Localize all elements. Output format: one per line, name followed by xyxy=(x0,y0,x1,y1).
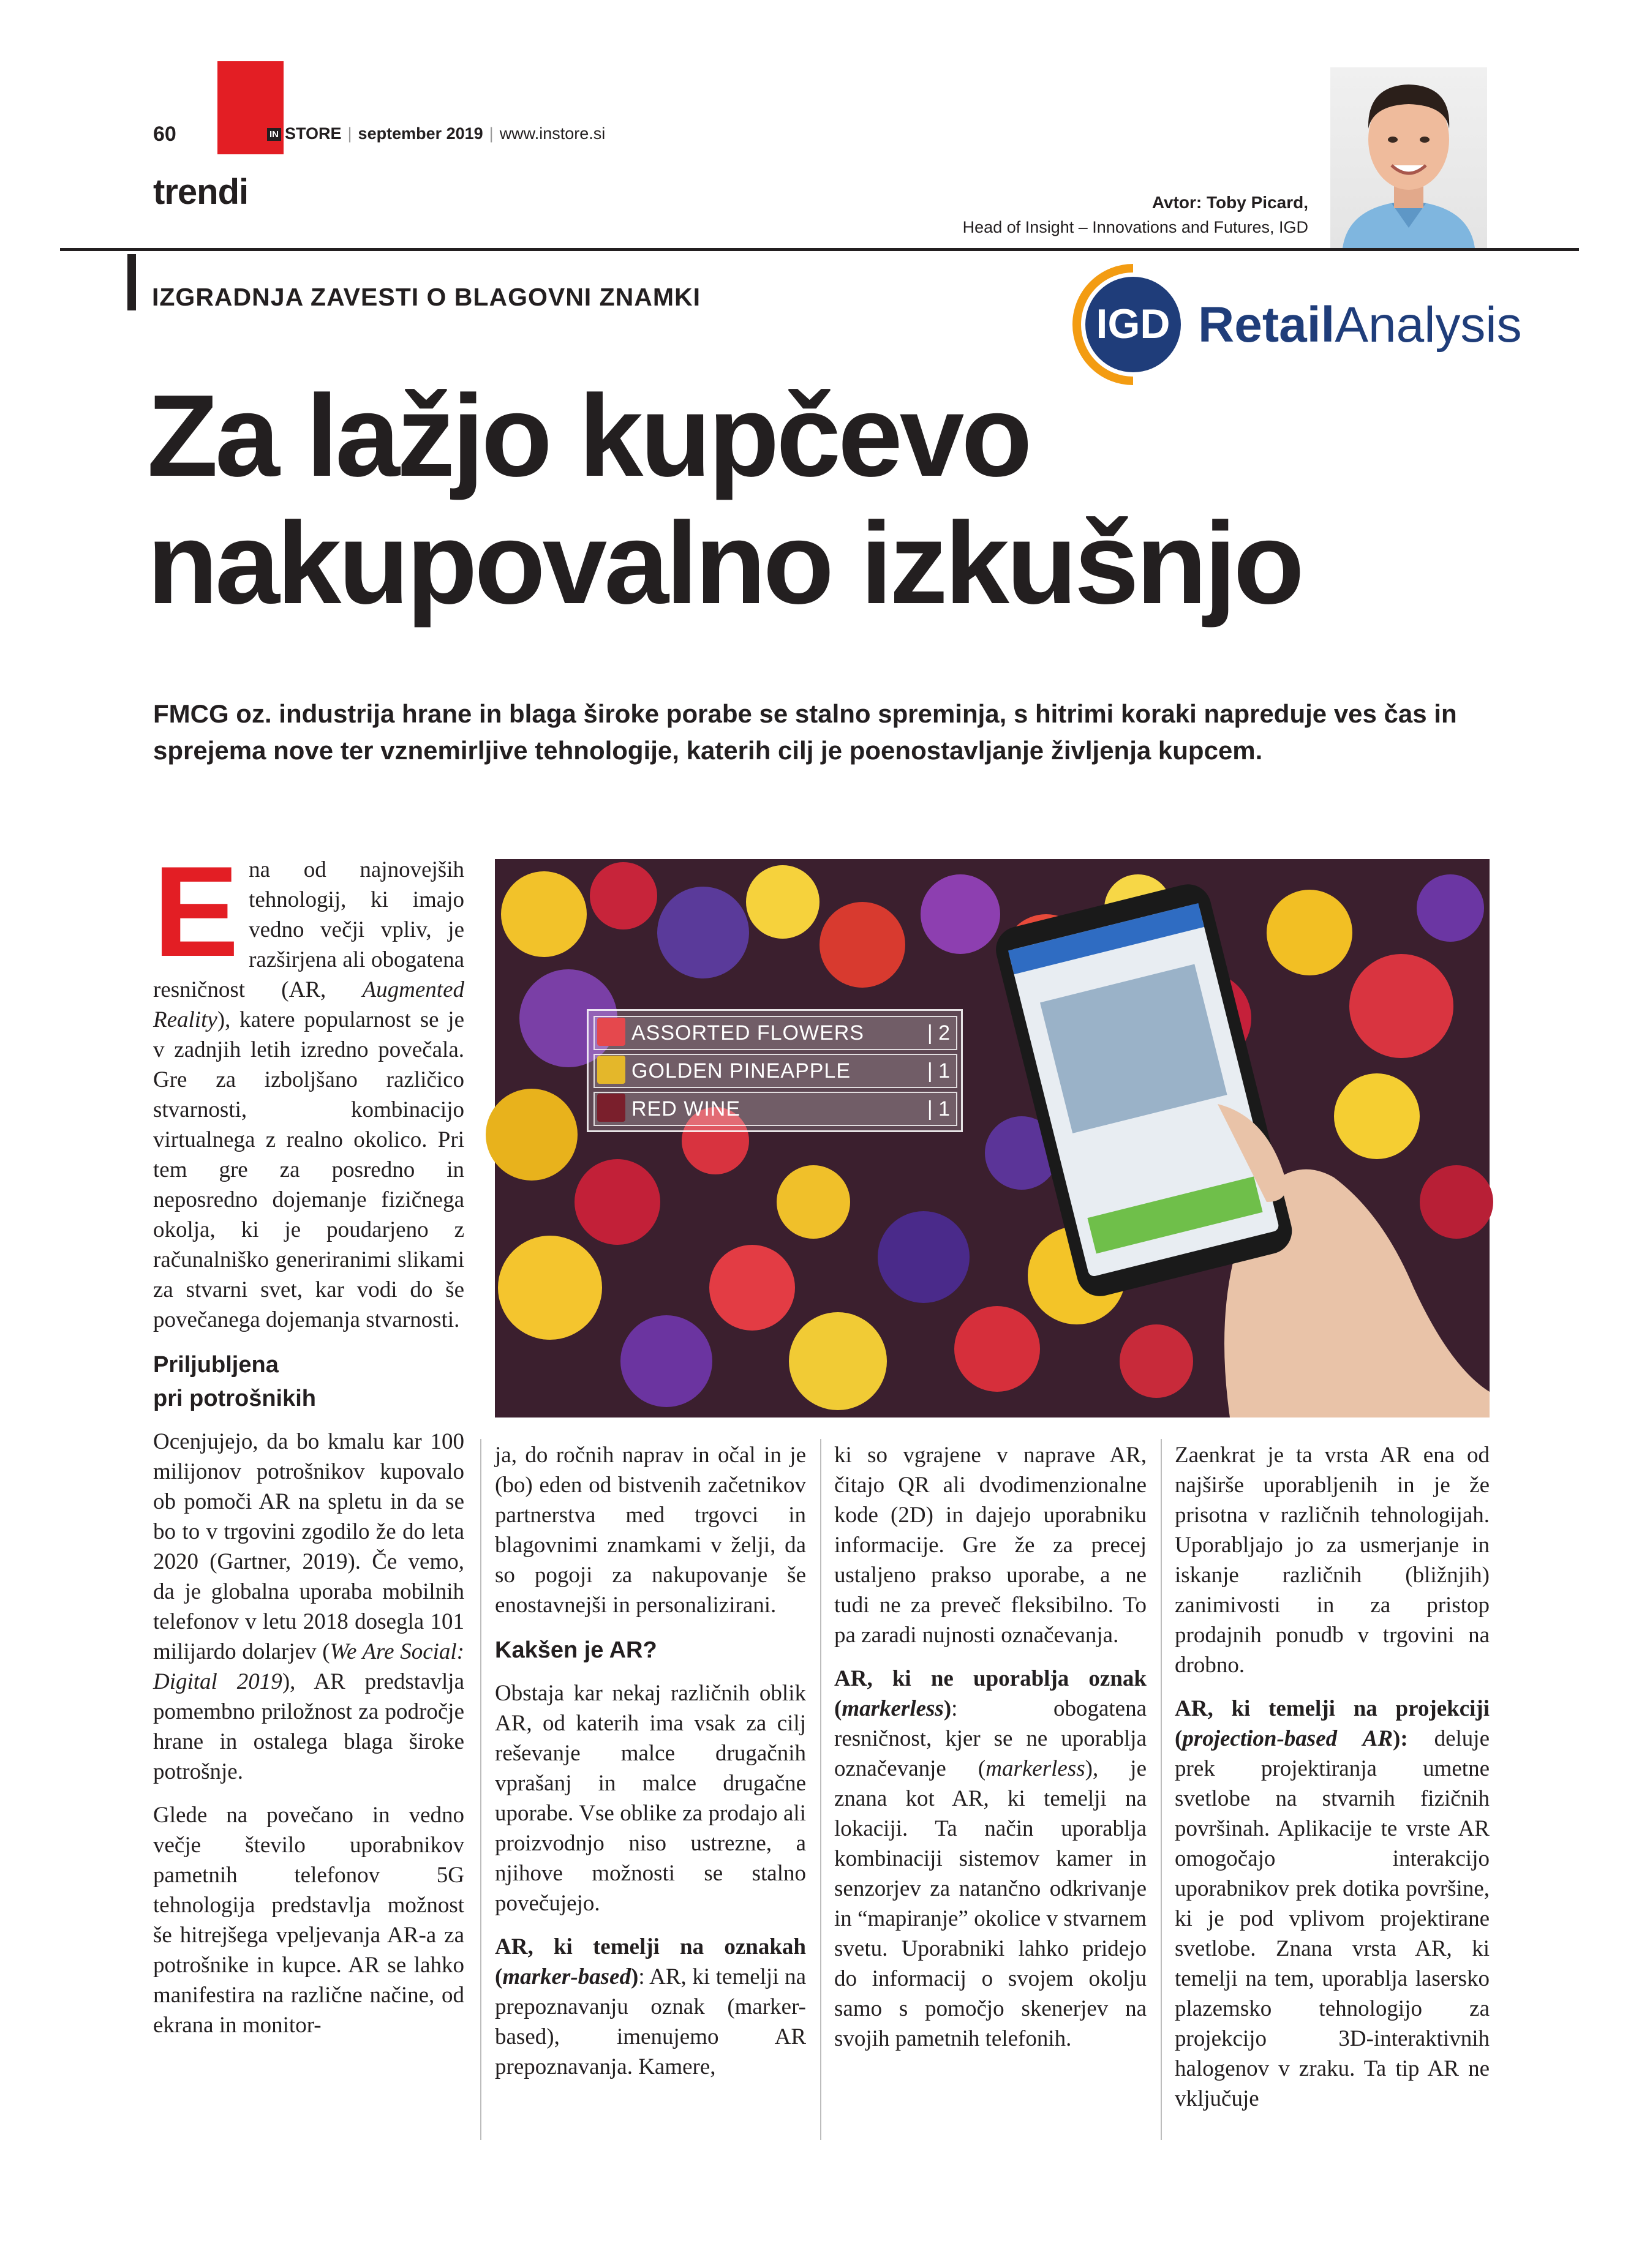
article-paragraph: Obstaja kar nekaj različnih oblik AR, od katerih ima vsak za cilj reševanje malce drugačnih vprašanj in malce drugačne uporabe. Vse oblike za prodajo ali proizvodnjo niso ustrezne, a njihove možnosti se stalno povečujejo. xyxy=(495,1681,806,1916)
igd-logo-mark xyxy=(1060,263,1522,386)
masthead-separator: | xyxy=(347,124,352,143)
headline-line-1: Za lažjo kupčevo xyxy=(147,371,1030,501)
article-paragraph: ki so vgrajene v naprave AR, čitajo QR ali dvodimenzionalne kode (2D) in dajejo uporabniku informacije. Gre že za precej ustaljeno prakso uporabe, a ne tudi ne za preveč fleksibilno. To pa zaradi nujnosti označevanja. xyxy=(834,1443,1147,1648)
article-photo xyxy=(495,859,1490,1418)
article-paragraph: AR, ki temelji na projekciji (projection-based AR): deluje prek projektiranja umetne svetlobe na stvarnih fizičnih površinah. Aplikacije te vrste AR omogočajo interakcijo uporabnikov prek dotika površine, ki je pod vplivom projektirane svetlobe. Znana vrsta AR, ki temelji na tem, uporablja lasersko plazemsko tehnologijo za projekcijo 3D-interaktivnih halogenov v zraku. Ta tip AR ne vključuje xyxy=(1175,1696,1490,2111)
ar-item-label: ASSORTED FLOWERS xyxy=(631,1021,864,1045)
drop-cap: E xyxy=(153,839,239,983)
magazine-in-badge: IN xyxy=(267,128,281,141)
svg-text:RetailAnalysis xyxy=(1198,297,1522,353)
pineapple-icon xyxy=(597,1056,625,1084)
ar-item-label: RED WINE xyxy=(631,1097,740,1121)
author-portrait xyxy=(1330,67,1487,248)
ar-item-qty: | 1 xyxy=(927,1097,950,1121)
article-column-1 xyxy=(153,839,464,2054)
ar-item-qty: | 1 xyxy=(927,1059,950,1083)
article-paragraph: Ocenjujejo, da bo kmalu kar 100 milijonov potrošnikov kupovalo ob pomoči AR na spletu in da se bo to v trgovini zgodilo že do leta 2020 (Gartner, 2019). Če vemo, da je globalna uporaba mobilnih telefonov v letu 2018 dosegla 101 milijardo dolarjev (We Are Social: Digital 2019), AR predstavlja pomembno priložnost za področje hrane in ostalega blaga široke potrošnje. xyxy=(153,1429,464,1784)
column-rule xyxy=(1161,1439,1162,2140)
article-paragraph: ja, do ročnih naprav in očal in je (bo) eden od bistvenih začetnikov partnerstva med trgovci in blagovnimi znamkami v želji, da so pogoji za nakupovanje še enostavnejši in personalizirani. xyxy=(495,1443,806,1618)
magazine-name: STORE xyxy=(285,124,342,143)
article-paragraph: AR, ki ne uporablja oznak (markerless): obogatena resničnost, kjer se ne uporablja označevanje (markerless), je znana kot AR, ki temelji na lokaciji. Ta način uporablja kombinaciji sistemov kamer in senzorjev za natančno odkrivanje in “mapiranje” okolice v stvarnem svetu. Uporabniki lahko pridejo do informacij o svojem okolju samo s pomočjo skenerjev na svojih pametnih telefonih. xyxy=(834,1666,1147,2051)
logo-retail-text: Retail xyxy=(1198,297,1335,353)
ar-item[interactable] xyxy=(593,1016,957,1050)
article-column-4 xyxy=(1175,1440,1490,2127)
issue-date: september 2019 xyxy=(358,124,483,143)
ar-overlay-list xyxy=(587,1009,963,1132)
logo-analysis-text: Analysis xyxy=(1335,297,1522,353)
header-rule xyxy=(60,248,1579,251)
column-rule xyxy=(820,1439,821,2140)
wine-bottle-icon xyxy=(597,1094,625,1122)
flowers-icon xyxy=(597,1018,625,1046)
ar-item[interactable] xyxy=(593,1054,957,1088)
article-column-3 xyxy=(834,1440,1147,2067)
article-paragraph: Zaenkrat je ta vrsta AR ena od najširše uporabljenih in je že prisotna v različnih tehnologijah. Uporabljajo jo za usmerjanje in iskanje različnih (bližnjih) zanimivosti in za pristop prodajnih ponudb v trgovini na drobno. xyxy=(1175,1443,1490,1678)
igd-logo-text: IGD xyxy=(1096,301,1170,347)
section-title: trendi xyxy=(153,172,249,212)
article-paragraph: Ena od najnovejših tehnologij, ki imajo vedno večji vpliv, je razširjena ali obogatena resničnost (AR, Augmented Reality), katere popularnost se je v zadnjih letih izredno povečala. Gre za izboljšano različico stvarnosti, kombinacijo virtualnega z realno okolico. Pri tem gre za posredno in neposredno dojemanje fizičnega okolja, ki je poudarjeno z računalniško generiranimi slikami za stvarni svet, kar vodi do še povečanega dojemanja stvarnosti. xyxy=(153,839,464,1332)
ar-item[interactable] xyxy=(593,1092,957,1126)
flowers-ar-illustration xyxy=(495,859,1490,1418)
kicker-bar xyxy=(127,254,136,310)
column-rule xyxy=(480,1439,481,2140)
subheading-what-is-ar: Kakšen je AR? xyxy=(495,1637,657,1663)
masthead xyxy=(267,124,605,143)
igd-retail-analysis-logo xyxy=(1060,263,1522,386)
author-portrait-illustration xyxy=(1330,67,1487,248)
article-headline xyxy=(147,372,1302,627)
subheading-popular: Priljubljena pri potrošnikih xyxy=(153,1352,316,1411)
masthead-separator: | xyxy=(489,124,494,143)
author-name: Avtor: Toby Picard, xyxy=(1151,193,1308,212)
article-kicker: IZGRADNJA ZAVESTI O BLAGOVNI ZNAMKI xyxy=(152,283,701,311)
author-role: Head of Insight – Innovations and Futures, IGD xyxy=(962,218,1308,236)
article-paragraph: AR, ki temelji na oznakah (marker-based): AR, ki temelji na prepoznavanju oznak (marker-based), imenujemo AR prepoznavanja. Kamere, xyxy=(495,1934,806,2079)
ar-item-label: GOLDEN PINEAPPLE xyxy=(631,1059,851,1083)
article-paragraph: Glede na povečano in vedno večje število uporabnikov pametnih telefonov 5G tehnologija predstavlja možnost še hitrejšega vpeljevanja AR-a za potrošnike in kupce. AR se lahko manifestira na različne načine, od ekrana in monitor- xyxy=(153,1803,464,2038)
ar-item-qty: | 2 xyxy=(927,1021,950,1045)
article-column-2 xyxy=(495,1440,806,2095)
headline-line-2: nakupovalno izkušnjo xyxy=(147,498,1302,628)
article-lede: FMCG oz. industrija hrane in blaga široke porabe se stalno spreminja, s hitrimi koraki napreduje ves čas in sprejema nove ter vznemirljive tehnologije, katerih cilj je poenostavljanje življenja kupcem. xyxy=(153,699,1457,765)
page-number: 60 xyxy=(153,122,176,146)
magazine-url[interactable]: www.instore.si xyxy=(499,124,606,143)
